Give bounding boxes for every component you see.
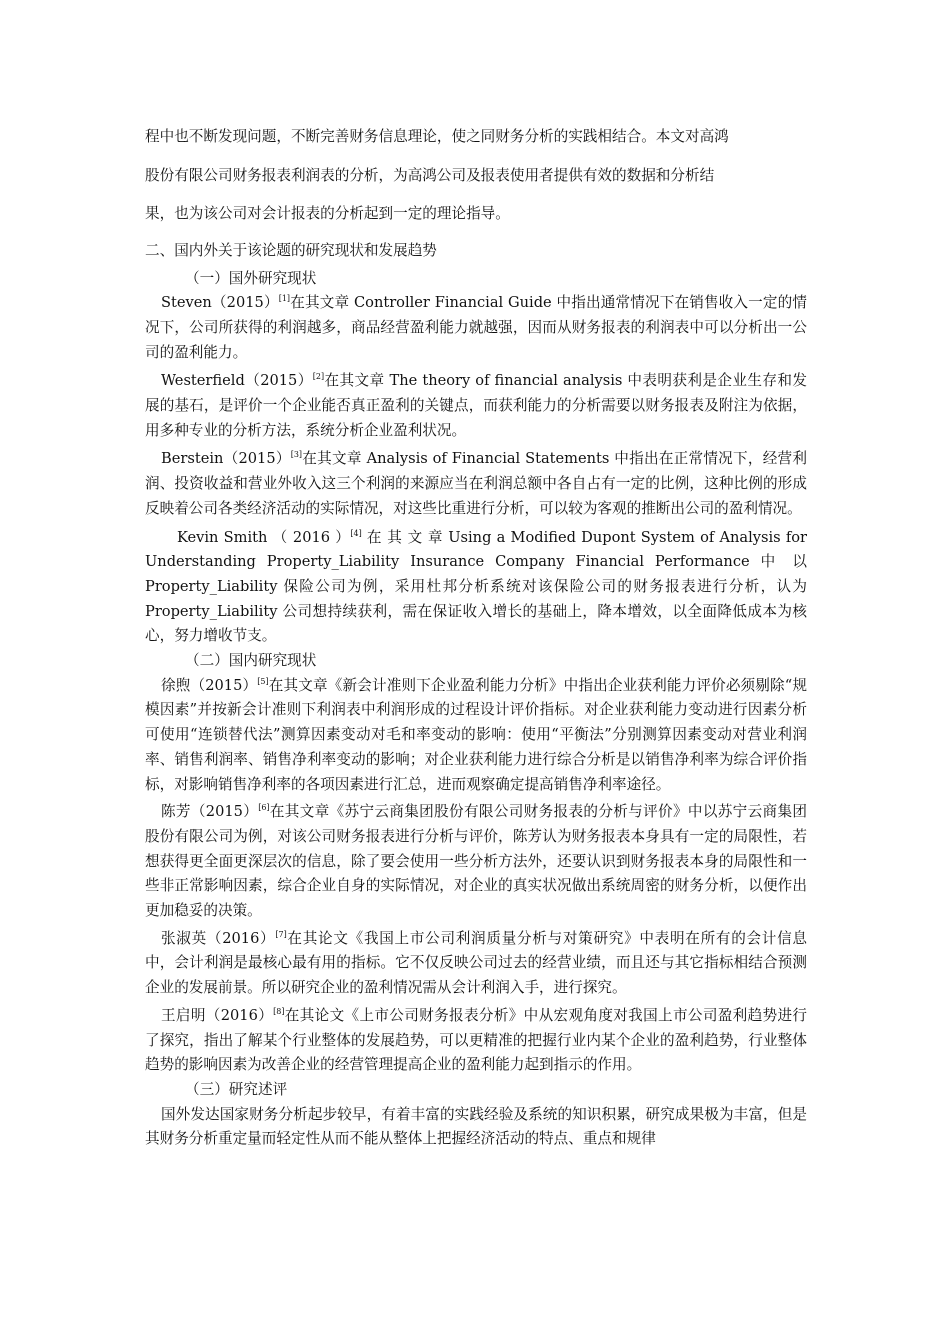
- citation-ref: [2]: [312, 372, 325, 382]
- paragraph-text: 在 其 文 章 Using a Modified Dupont System of Analysis for Understanding Property_Liability Insurance Company Financial Performance 中 以 Property_Liability 保险公司为例，采用杜邦分析系统对该保险公司的财务报表进行分析，认为 Property_Liability 公司想持续获利，需在保证收入增长的基础上，降本增效，以全面降低成本为核心，努力增收节支。: [145, 528, 807, 645]
- paragraph-text: 在其文章《新会计准则下企业盈利能力分析》中指出企业获利能力评价必须剔除“规模因素”并按新会计准则下利润表中利润形成的过程设计评价指标。对企业获利能力变动进行因素分析可使用“连锁替代法”测算因素变动对毛和率变动的影响：使用“平衡法”分别测算因素变动对营业利润率、销售利润率、销售净利率变动的影响；对企业获利能力进行综合分析是以销售净利率为综合评价指标，对影响销售净利率的各项因素进行汇总，进而观察确定提高销售净利率途径。: [145, 676, 807, 793]
- intro-line-3: 果，也为该公司对会计报表的分析起到一定的理论指导。: [145, 205, 510, 222]
- intro-line-2: 股份有限公司财务报表利润表的分析，为高鸿公司及报表使用者提供有效的数据和分析结: [145, 166, 715, 184]
- subsection-heading-foreign: （一）国外研究现状: [185, 269, 317, 287]
- subsection-heading-domestic: （二）国内研究现状: [185, 652, 317, 670]
- citation-author: 王启明（2016）: [161, 1006, 274, 1024]
- intro-line-1: 程中也不断发现问题，不断完善财务信息理论，使之同财务分析的实践相结合。本文对高鸿: [145, 128, 729, 145]
- citation-ref: [5]: [257, 676, 269, 686]
- paragraph-text: 在其文章 Controller Financial Guide 中指出通常情况下在销售收入一定的情况下，公司所获得的利润越多，商品经营盈利能力就越强，因而从财务报表的利润表中可以分析出一公司的盈利能力。: [145, 294, 808, 361]
- paragraph-chen: [145, 800, 807, 924]
- paragraph-steven: [145, 291, 807, 365]
- citation-author: Berstein（2015）: [161, 450, 291, 468]
- citation-ref: [6]: [258, 803, 270, 813]
- paragraph-berstein: [145, 447, 807, 521]
- citation-ref: [1]: [278, 294, 291, 304]
- paragraph-westerfield: [145, 369, 807, 443]
- citation-author: 陈芳（2015）: [161, 803, 259, 821]
- citation-author: 徐煦（2015）: [161, 676, 258, 694]
- paragraph-text: 在其文章 Analysis of Financial Statements 中指出在正常情况下，经营利润、投资收益和营业外收入这三个利润的来源应当在利润总额中各自占有一定的比例，这种比例的形成反映着公司各类经济活动的实际情况，对这些比重进行分析，可以较为客观的推断出公司的盈利情况。: [145, 450, 807, 517]
- citation-author: Westerfield（2015）: [161, 372, 313, 390]
- paragraph-text: 在其文章 The theory of financial analysis 中表明获利是企业生存和发展的基石，是评价一个企业能否真正盈利的关键点，而获利能力的分析需要以财务报表及附注为依据，用多种专业的分析方法，系统分析企业盈利状况。: [145, 372, 808, 439]
- citation-ref: [7]: [275, 929, 287, 939]
- paragraph-wang: [145, 1004, 807, 1078]
- paragraph-xu: [145, 674, 807, 798]
- citation-author: Steven（2015）: [161, 294, 279, 312]
- paragraph-text: 在其论文《上市公司财务报表分析》中从宏观角度对我国上市公司盈利趋势进行了探究，指出了解某个行业整体的发展趋势，可以更精准的把握行业内某个企业的盈利趋势，行业整体趋势的影响因素为改善企业的经营管理提高企业的盈利能力起到指示的作用。: [145, 1006, 807, 1074]
- paragraph-review: 国外发达国家财务分析起步较早，有着丰富的实践经验及系统的知识积累，研究成果极为丰富，但是其财务分析重定量而轻定性从而不能从整体上把握经济活动的特点、重点和规律: [145, 1105, 807, 1148]
- paragraph-text: 在其文章《苏宁云商集团股份有限公司财务报表的分析与评价》中以苏宁云商集团股份有限公司为例，对该公司财务报表进行分析与评价，陈芳认为财务报表本身具有一定的局限性，若想获得更全面更深层次的信息，除了要会使用一些分析方法外，还要认识到财务报表本身的局限性和一些非正常影响因素，综合企业自身的实际情况，对企业的真实状况做出系统周密的财务分析，以便作出更加稳妥的决策。: [145, 803, 807, 920]
- citation-ref: [3]: [290, 450, 303, 460]
- citation-author: Kevin Smith （ 2016 ）: [177, 528, 351, 546]
- paragraph-text: 在其论文《我国上市公司利润质量分析与对策研究》中表明在所有的会计信息中，会计利润是最核心最有用的指标。它不仅反映公司过去的经营业绩，而且还与其它指标相结合预测企业的发展前景。所以研究企业的盈利情况需从会计利润入手，进行探究。: [145, 929, 808, 997]
- subsection-heading-review: （三）研究述评: [185, 1081, 288, 1098]
- document-page: [145, 118, 807, 1152]
- citation-ref: [8]: [273, 1006, 285, 1016]
- section-heading-2: 二、国内外关于该论题的研究现状和发展趋势: [145, 241, 437, 259]
- intro-paragraph: [145, 118, 807, 234]
- paragraph-zhang: [145, 927, 807, 1001]
- paragraph-kevin-smith: [145, 526, 807, 650]
- citation-ref: [4]: [350, 528, 362, 538]
- citation-author: 张淑英（2016）: [161, 929, 276, 947]
